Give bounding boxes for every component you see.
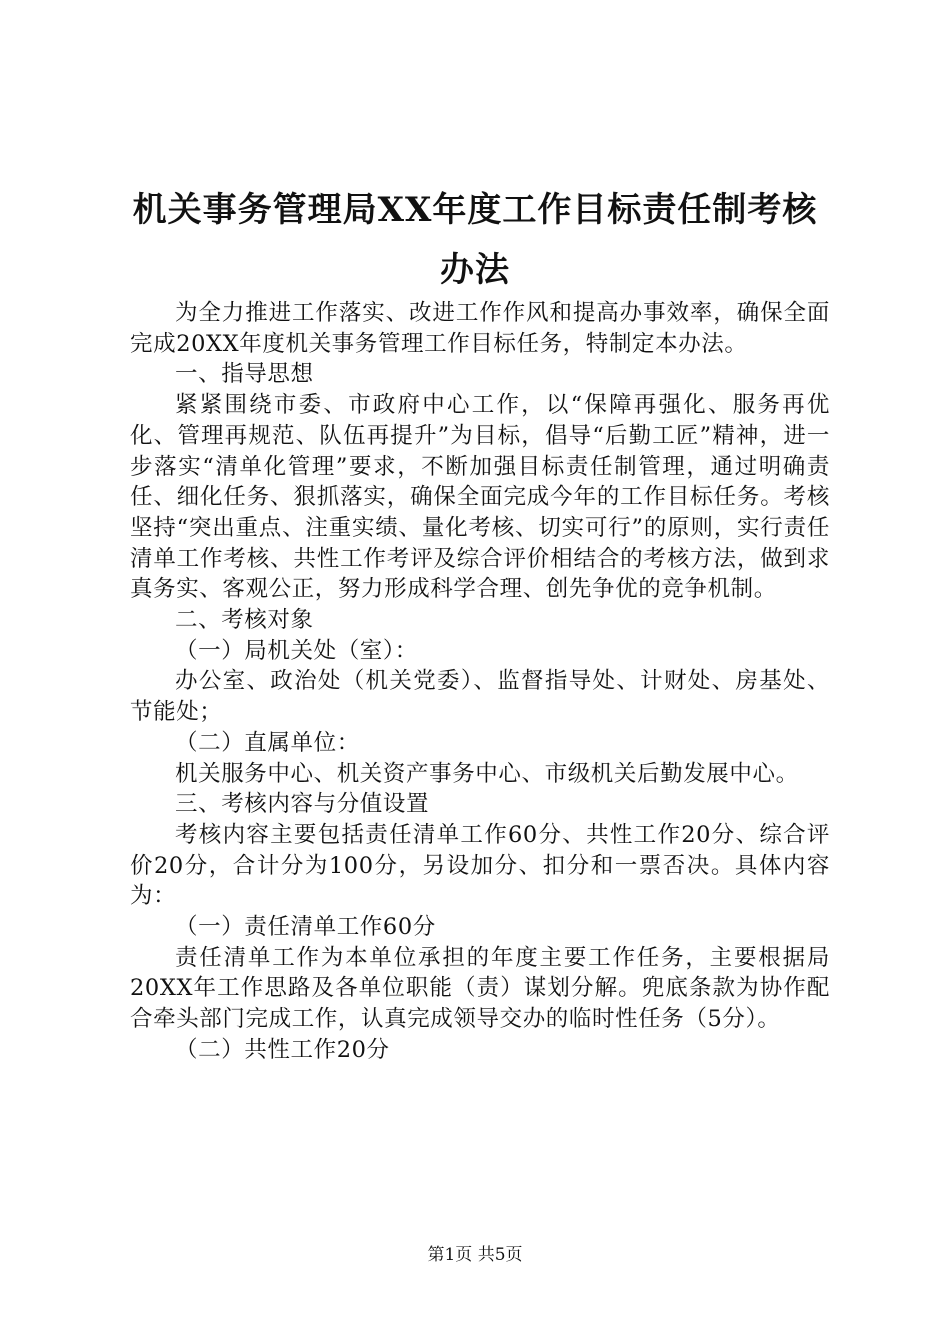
responsibility-list-paragraph: 责任清单工作为本单位承担的年度主要工作任务，主要根据局20XX年工作思路及各单位职能（责）谋划分解。兜底条款为协作配合牵头部门完成工作，认真完成领导交办的临时性任务（5分）。 [130,944,830,1033]
subheading-bureau-offices: （一）局机关处（室）： [175,637,418,664]
subheading-common-work: （二）共性工作20分 [175,1036,390,1063]
subheading-responsibility-list-work: （一）责任清单工作60分 [175,914,436,941]
section-heading-content-and-scores: 三、考核内容与分值设置 [175,791,430,818]
affiliated-units-list: 机关服务中心、机关资产事务中心、市级机关后勤发展中心。 [175,760,799,787]
bureau-offices-list: 办公室、政治处（机关党委）、监督指导处、计财处、房基处、节能处； [130,668,830,726]
guiding-ideology-paragraph: 紧紧围绕市委、市政府中心工作，以“保障再强化、服务再优化、管理再规范、队伍再提升”为目标，倡导“后勤工匠”精神，进一步落实“清单化管理”要求，不断加强目标责任制管理，通过明确责任、细化任务、狠抓落实，确保全面完成今年的工作目标任务。考核坚持“突出重点、注重实绩、量化考核、切实可行”的原则，实行责任清单工作考核、共性工作考评及综合评价相结合的考核方法，做到求真务实、客观公正，努力形成科学合理、创先争优的竞争机制。 [130,392,830,603]
page-footer: 第1页 共5页 [427,1245,523,1265]
document-title-line-2: 办法 [440,250,510,290]
document-body [130,298,830,1066]
section-heading-assessment-targets: 二、考核对象 [175,607,314,634]
content-and-scores-paragraph: 考核内容主要包括责任清单工作60分、共性工作20分、综合评价20分，合计分为100分，另设加分、扣分和一票否决。具体内容为： [130,821,830,910]
intro-paragraph: 为全力推进工作落实、改进工作作风和提高办事效率，确保全面完成20XX年度机关事务管理工作目标任务，特制定本办法。 [130,300,830,357]
subheading-affiliated-units: （二）直属单位： [175,729,360,756]
section-heading-guiding-ideology: 一、指导思想 [175,361,314,388]
document-title-line-1: 机关事务管理局XX年度工作目标责任制考核 [132,190,818,230]
